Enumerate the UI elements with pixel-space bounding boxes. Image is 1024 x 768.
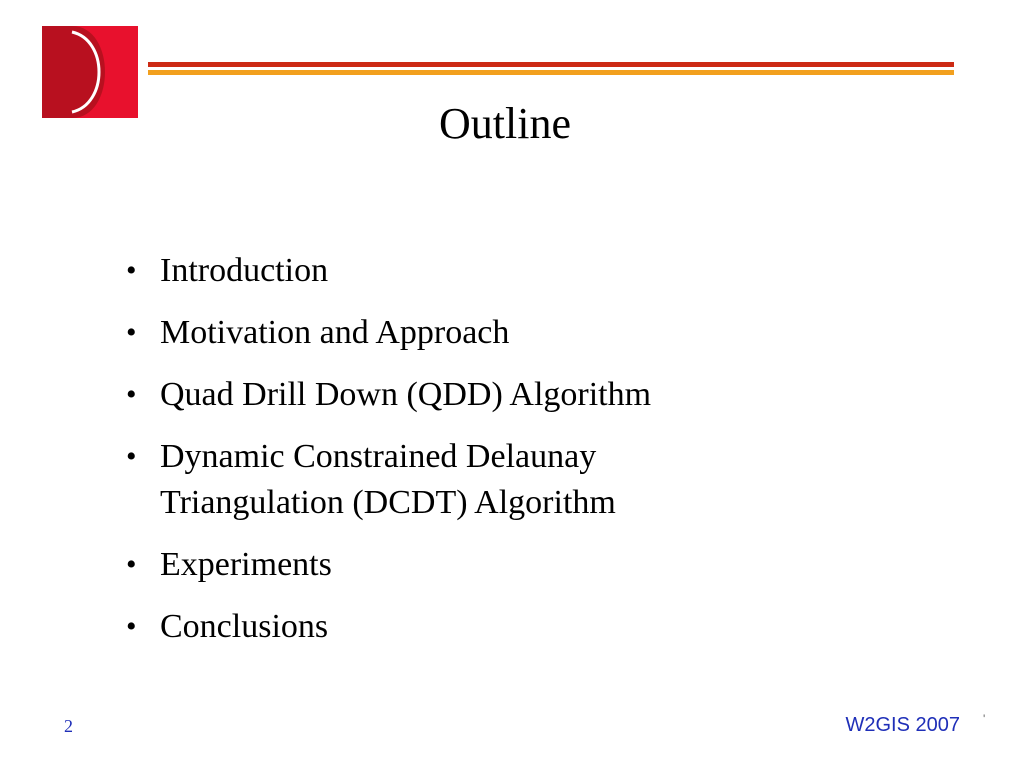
bullet-item — [118, 542, 918, 588]
bullet-icon: • — [126, 610, 137, 643]
bullet-icon: • — [126, 378, 137, 411]
header-rule-orange — [148, 70, 954, 75]
bullet-text: Introduction — [160, 252, 329, 289]
bullet-item — [118, 310, 918, 356]
bullet-text: Quad Drill Down (QDD) Algorithm — [160, 376, 652, 413]
header-rule-red — [148, 62, 954, 67]
bullet-icon: • — [126, 316, 137, 349]
bullet-item — [118, 248, 918, 294]
bullet-list — [118, 248, 918, 666]
bullet-icon: • — [126, 548, 137, 581]
bullet-text: Motivation and Approach — [160, 314, 510, 351]
slide-title: Outline — [439, 99, 571, 148]
bullet-item — [118, 372, 918, 418]
bullet-icon: • — [126, 440, 137, 473]
bullet-item — [118, 604, 918, 650]
bullet-text-line-1: Dynamic Constrained Delaunay — [160, 438, 597, 475]
page-number: 2 — [64, 716, 73, 736]
footer-label: W2GIS 2007 — [845, 714, 960, 736]
bullet-icon: • — [126, 254, 137, 287]
bullet-item — [118, 434, 918, 526]
bullet-text: Experiments — [160, 546, 332, 583]
bullet-text-line-2: Triangulation (DCDT) Algorithm — [160, 484, 616, 521]
footer-mark: ' — [983, 712, 986, 726]
bullet-text: Conclusions — [160, 608, 329, 645]
